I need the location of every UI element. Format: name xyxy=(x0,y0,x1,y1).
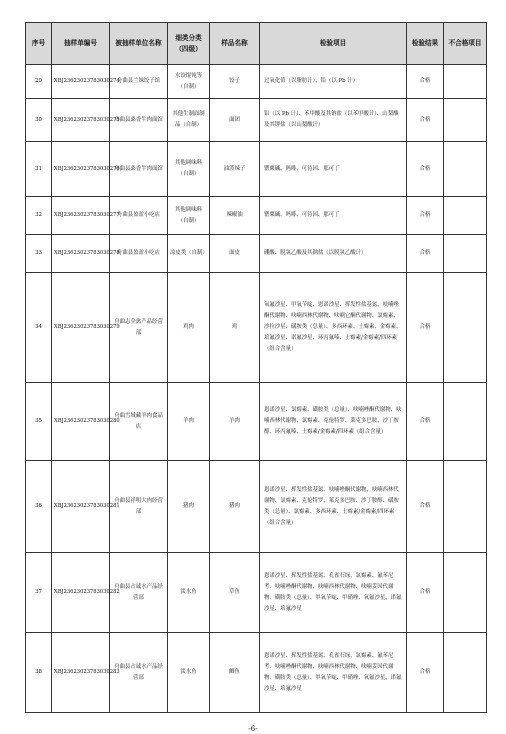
table-header-row xyxy=(26,23,487,65)
cell-items: 恩诺沙星、挥发性盐基氮、孔雀石绿、氯霉素、氟苯尼考、呋喃唑酮代谢物、呋喃西林代谢物、呋喃妥因代谢物、磺胺类（总量）、甲氧苄啶、甲硝唑、氧氟沙星、诺氟沙星、培氟沙星 xyxy=(260,633,407,713)
cell-sample-name: 面团 xyxy=(210,99,260,142)
cell-items: 罂粟碱、吗啡、可待因、那可丁 xyxy=(260,197,407,235)
cell-category: 鸡肉 xyxy=(168,273,210,383)
header-sample-name: 样品名称 xyxy=(210,23,260,65)
cell-category: 凉皮类（自制） xyxy=(168,235,210,273)
cell-unqualified xyxy=(444,553,487,633)
cell-unqualified xyxy=(444,197,487,235)
cell-items: 罂粟碱、吗啡、可待因、那可丁 xyxy=(260,142,407,197)
cell-items: 恩诺沙星、氯霉素、磺胺类（总量）、呋喃唑酮代谢物、呋喃西林代谢物、氯霉素、克伦特罗、莱克多巴胺、沙丁胺醇、环丙氟嗪、土霉素/金霉素/四环素（组合含量） xyxy=(260,383,407,461)
cell-unqualified xyxy=(444,383,487,461)
cell-sample-name: 羊肉 xyxy=(210,383,260,461)
table-row xyxy=(26,65,487,99)
table-row xyxy=(26,553,487,633)
cell-unit: 舟曲县桑香牛肉面馆 xyxy=(110,142,168,197)
cell-sample-name: 鸡 xyxy=(210,273,260,383)
cell-unqualified xyxy=(444,142,487,197)
cell-category: 其他生制面制品（自制） xyxy=(168,99,210,142)
cell-category: 羊肉 xyxy=(168,383,210,461)
cell-unqualified xyxy=(444,235,487,273)
table-row xyxy=(26,235,487,273)
cell-category: 其他调味料（自制） xyxy=(168,142,210,197)
cell-result: 合格 xyxy=(407,553,444,633)
cell-seq: 32 xyxy=(26,197,52,235)
cell-unit: 舟曲县祥明大肉经营部 xyxy=(110,461,168,553)
cell-unit: 舟曲县桑香牛肉面馆 xyxy=(110,99,168,142)
cell-unqualified xyxy=(444,461,487,553)
cell-unit: 舟曲志全禽产品经营部 xyxy=(110,273,168,383)
cell-seq: 31 xyxy=(26,142,52,197)
cell-sample-no: XBJ23623023783030274 xyxy=(52,65,110,99)
cell-sample-no: XBJ23623023783030277 xyxy=(52,197,110,235)
header-result: 检验结果 xyxy=(407,23,444,65)
cell-items: 硼酸、脱氢乙酸及其钠盐（以脱氢乙酸计） xyxy=(260,235,407,273)
cell-sample-no: XBJ23623023783030280 xyxy=(52,383,110,461)
cell-seq: 34 xyxy=(26,273,52,383)
cell-unqualified xyxy=(444,99,487,142)
cell-unit: 舟曲县盈盈小吃店 xyxy=(110,197,168,235)
cell-category: 猪肉 xyxy=(168,461,210,553)
cell-sample-name: 面皮 xyxy=(210,235,260,273)
cell-unqualified xyxy=(444,273,487,383)
cell-category: 其他调味料（自制） xyxy=(168,197,210,235)
header-seq: 序号 xyxy=(26,23,52,65)
cell-unqualified xyxy=(444,65,487,99)
cell-unit: 舟曲县占诚水产品经营部 xyxy=(110,553,168,633)
cell-sample-no: XBJ23623023783030279 xyxy=(52,273,110,383)
cell-sample-name: 饺子 xyxy=(210,65,260,99)
cell-result: 合格 xyxy=(407,65,444,99)
header-unit: 被抽样单位名称 xyxy=(110,23,168,65)
cell-unit: 舟曲县占诚水产品经营部 xyxy=(110,633,168,713)
cell-sample-no: XBJ23623023783030275 xyxy=(52,99,110,142)
table-row xyxy=(26,142,487,197)
cell-sample-name: 猪肉 xyxy=(210,461,260,553)
cell-sample-no: XBJ23623023783030278 xyxy=(52,235,110,273)
cell-seq: 35 xyxy=(26,383,52,461)
cell-unit: 舟曲县兰妹饺子馆 xyxy=(110,65,168,99)
cell-unqualified xyxy=(444,633,487,713)
table-row xyxy=(26,197,487,235)
cell-category: 水饺馄饨等（自制） xyxy=(168,65,210,99)
cell-result: 合格 xyxy=(407,142,444,197)
cell-unit: 舟曲雪域藏羊肉食品店 xyxy=(110,383,168,461)
cell-sample-no: XBJ23623023783030281 xyxy=(52,461,110,553)
cell-items: 恩诺沙星、挥发性盐基氮、孔雀石绿、氯霉素、氟苯尼考、呋喃唑酮代谢物、呋喃西林代谢物、呋喃妥因代谢物、磺胺类（总量）、甲氧苄啶、甲硝唑、氧氟沙星、诺氟沙星、培氟沙星 xyxy=(260,553,407,633)
cell-category: 淡水鱼 xyxy=(168,633,210,713)
cell-items: 恩诺沙星、挥发性盐基氮、呋喃唑酮代谢物、呋喃西林代谢物、氯霉素、克伦特罗、莱克多巴胺、沙丁胺醇、磺胺类（总量）、氯霉素、多西环素、土霉素/金霉素/四环素（组合含量） xyxy=(260,461,407,553)
cell-items: 氧氟沙星、甲氧苄啶、恩诺沙星、挥发性盐基氮、呋喃唑酮代谢物、呋喃西林代谢物、呋喃它酮代谢物、氯霉素、沙拉沙星、磺胺类（总量）、多西环素、土霉素、金霉素、培氟沙星、诺氟沙星、环丙氟嗪、土霉素/金霉素/四环素（组合含量） xyxy=(260,273,407,383)
cell-result: 合格 xyxy=(407,197,444,235)
table-row xyxy=(26,99,487,142)
cell-sample-no: XBJ23623023783030276 xyxy=(52,142,110,197)
cell-sample-name: 鲫鱼 xyxy=(210,633,260,713)
table-row xyxy=(26,633,487,713)
header-unqualified: 不合格项目 xyxy=(444,23,487,65)
cell-unit: 舟曲县盈盈小吃店 xyxy=(110,235,168,273)
header-items: 检验项目 xyxy=(260,23,407,65)
cell-seq: 33 xyxy=(26,235,52,273)
cell-result: 合格 xyxy=(407,273,444,383)
header-category: 细类分类（四级） xyxy=(168,23,210,65)
cell-result: 合格 xyxy=(407,99,444,142)
cell-seq: 36 xyxy=(26,461,52,553)
cell-sample-name: 草鱼 xyxy=(210,553,260,633)
cell-sample-name: 辣椒油 xyxy=(210,197,260,235)
table-row xyxy=(26,383,487,461)
cell-result: 合格 xyxy=(407,633,444,713)
cell-seq: 37 xyxy=(26,553,52,633)
cell-seq: 29 xyxy=(26,65,52,99)
header-sample-no: 抽样单编号 xyxy=(52,23,110,65)
cell-seq: 38 xyxy=(26,633,52,713)
cell-result: 合格 xyxy=(407,461,444,553)
cell-sample-no: XBJ23623023783030283 xyxy=(52,633,110,713)
cell-items: 铅（以 Pb 计）、苯甲酸及其钠盐（以苯甲酸计）、山梨酸及其钾盐（以山梨酸计） xyxy=(260,99,407,142)
cell-result: 合格 xyxy=(407,383,444,461)
table-row xyxy=(26,273,487,383)
cell-sample-no: XBJ23623023783030282 xyxy=(52,553,110,633)
cell-category: 淡水鱼 xyxy=(168,553,210,633)
cell-items: 过氧化值（以脂肪计）、铅（以 Pb 计） xyxy=(260,65,407,99)
cell-seq: 30 xyxy=(26,99,52,142)
page-number: -6- xyxy=(248,725,258,733)
inspection-results-table xyxy=(25,22,487,713)
cell-result: 合格 xyxy=(407,235,444,273)
cell-sample-name: 油泼辣子 xyxy=(210,142,260,197)
table-row xyxy=(26,461,487,553)
